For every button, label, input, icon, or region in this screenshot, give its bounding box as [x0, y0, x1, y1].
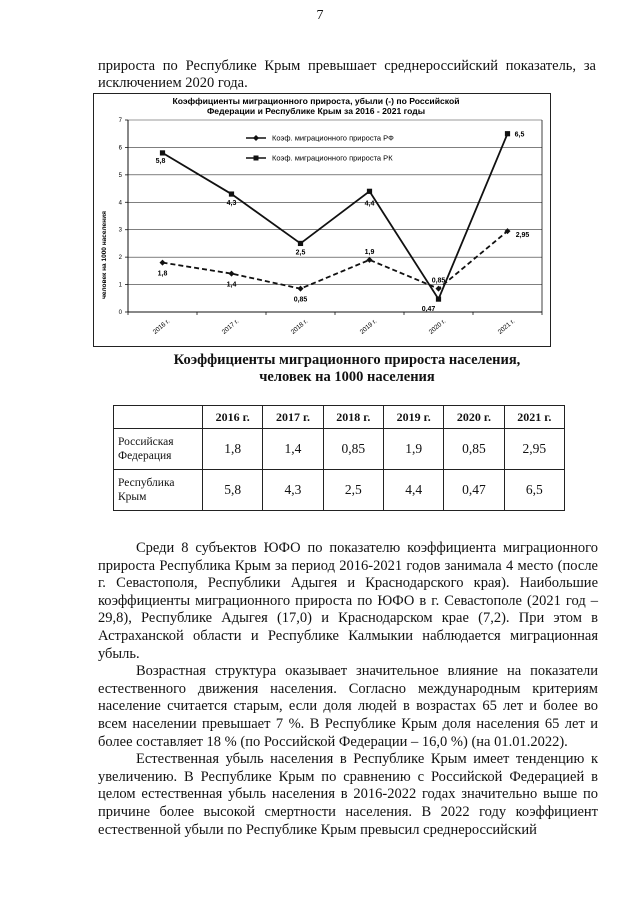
data-point — [436, 297, 441, 302]
data-label: 0,85 — [431, 277, 446, 285]
data-label: 0,47 — [421, 306, 436, 314]
data-label: 4,3 — [226, 200, 237, 208]
table-header-row — [114, 406, 565, 429]
data-label: 1,9 — [364, 248, 375, 256]
row-label-line: Федерация — [118, 450, 172, 462]
migration-table — [113, 405, 565, 511]
data-label: 2,95 — [515, 232, 530, 240]
table-caption — [98, 352, 596, 386]
table-cell: 0,85 — [323, 429, 383, 470]
legend-label: Коэф. миграционного прироста РФ — [272, 133, 394, 143]
table-cell: 2,5 — [323, 470, 383, 511]
table-cell: 0,85 — [444, 429, 504, 470]
page-number: 7 — [316, 8, 324, 23]
y-tick-label: 2 — [118, 255, 122, 262]
x-tick-label: 2020 г. — [427, 317, 448, 336]
data-point — [160, 150, 165, 155]
chart-y-axis-label: человек на 1000 населения — [101, 211, 108, 299]
table-cell: 5,8 — [203, 470, 263, 511]
table-caption-line-2: человек на 1000 населения — [259, 369, 435, 385]
data-point — [298, 286, 304, 292]
data-point — [229, 271, 235, 277]
table-header-cell: 2018 г. — [323, 406, 383, 429]
table-row — [114, 470, 565, 511]
legend-marker — [254, 156, 259, 161]
y-tick-label: 1 — [118, 282, 122, 289]
x-tick-label: 2016 г. — [151, 317, 172, 336]
table-header-cell: 2019 г. — [383, 406, 443, 429]
row-label — [114, 429, 203, 470]
table-cell: 4,4 — [383, 470, 443, 511]
table-header-cell — [114, 406, 203, 429]
data-label: 4,4 — [364, 200, 375, 208]
row-label-line: Крым — [118, 491, 147, 503]
table-header-cell: 2020 г. — [444, 406, 504, 429]
table-header-cell: 2017 г. — [263, 406, 323, 429]
chart-title-line-1: Коэффициенты миграционного прироста, убыли (-) по Российской — [172, 96, 460, 106]
y-tick-label: 0 — [118, 310, 122, 316]
intro-paragraph: прироста по Республике Крым превышает среднероссийский показатель, за исключением 2020 года. — [98, 58, 596, 91]
data-point — [505, 131, 510, 136]
data-point — [229, 191, 234, 196]
table-cell: 1,9 — [383, 429, 443, 470]
row-label — [114, 470, 203, 511]
legend-label: Коэф. миграционного прироста РК — [272, 153, 393, 163]
x-tick-label: 2018 г. — [289, 317, 310, 336]
data-point — [160, 260, 166, 266]
table-header-cell: 2021 г. — [504, 406, 564, 429]
y-tick-label: 5 — [118, 172, 122, 179]
data-point — [367, 257, 373, 263]
data-point — [298, 241, 303, 246]
legend-marker — [253, 135, 259, 141]
table-cell: 6,5 — [504, 470, 564, 511]
data-label: 2,5 — [295, 249, 306, 257]
table-cell: 1,4 — [263, 429, 323, 470]
y-tick-label: 7 — [118, 118, 122, 124]
table-header-cell: 2016 г. — [203, 406, 263, 429]
chart-title-line-2: Федерации и Республике Крым за 2016 - 2021 годы — [206, 106, 426, 116]
table-cell: 1,8 — [203, 429, 263, 470]
table-row — [114, 429, 565, 470]
x-tick-label: 2017 г. — [220, 317, 241, 336]
paragraph: Возрастная структура оказывает значительное влияние на показатели естественного движения населения. Согласно международным критериям население считается старым, если доля людей в возрастах 65 лет и более во всем населении превышает 7 %. В Республике Крым доля населения 65 лет и более составляет 18 % (по Российской Федерации – 16,0 %) (на 01.01.2022). — [98, 663, 598, 750]
chart-svg — [94, 94, 550, 346]
paragraph: Естественная убыль населения в Республике Крым имеет тенденцию к увеличению. В Республике Крым по сравнению с Российской Федерацией в целом естественная убыль населения в 2016-2022 годах значительно выше по причине более высокой смертности населения. В 2022 году коэффициент естественной убыли по Республике Крым превысил среднероссийский — [98, 751, 598, 838]
x-tick-label: 2019 г. — [358, 317, 379, 336]
data-label: 1,8 — [157, 270, 168, 278]
data-label: 1,4 — [226, 281, 237, 289]
y-tick-label: 3 — [118, 227, 122, 234]
x-tick-label: 2021 г. — [496, 317, 517, 336]
row-label-line: Российская — [118, 436, 174, 448]
data-label: 6,5 — [514, 131, 525, 139]
table-cell: 2,95 — [504, 429, 564, 470]
paragraph: Среди 8 субъектов ЮФО по показателю коэффициента миграционного прироста Республика Крым за период 2016-2021 годов занимала 4 место (после г. Севастополя, Республики Адыгея и Краснодарского края). Наибольшие коэффициенты миграционного прироста по ЮФО в г. Севастополе (2021 год – 29,8), Республике Адыгея (17,0) и Краснодарском крае (7,2). При этом в Астраханской области и Республике Калмыкии наблюдается миграционная убыль. — [98, 540, 598, 662]
table-cell: 0,47 — [444, 470, 504, 511]
body-text — [98, 540, 598, 839]
row-label-line: Республика — [118, 477, 175, 489]
data-point — [367, 189, 372, 194]
migration-chart — [93, 93, 551, 347]
y-tick-label: 4 — [118, 200, 122, 207]
table-caption-line-1: Коэффициенты миграционного прироста населения, — [173, 352, 521, 368]
table-cell: 4,3 — [263, 470, 323, 511]
data-label: 0,85 — [293, 296, 308, 304]
data-label: 5,8 — [155, 157, 166, 165]
y-tick-label: 6 — [118, 145, 122, 152]
